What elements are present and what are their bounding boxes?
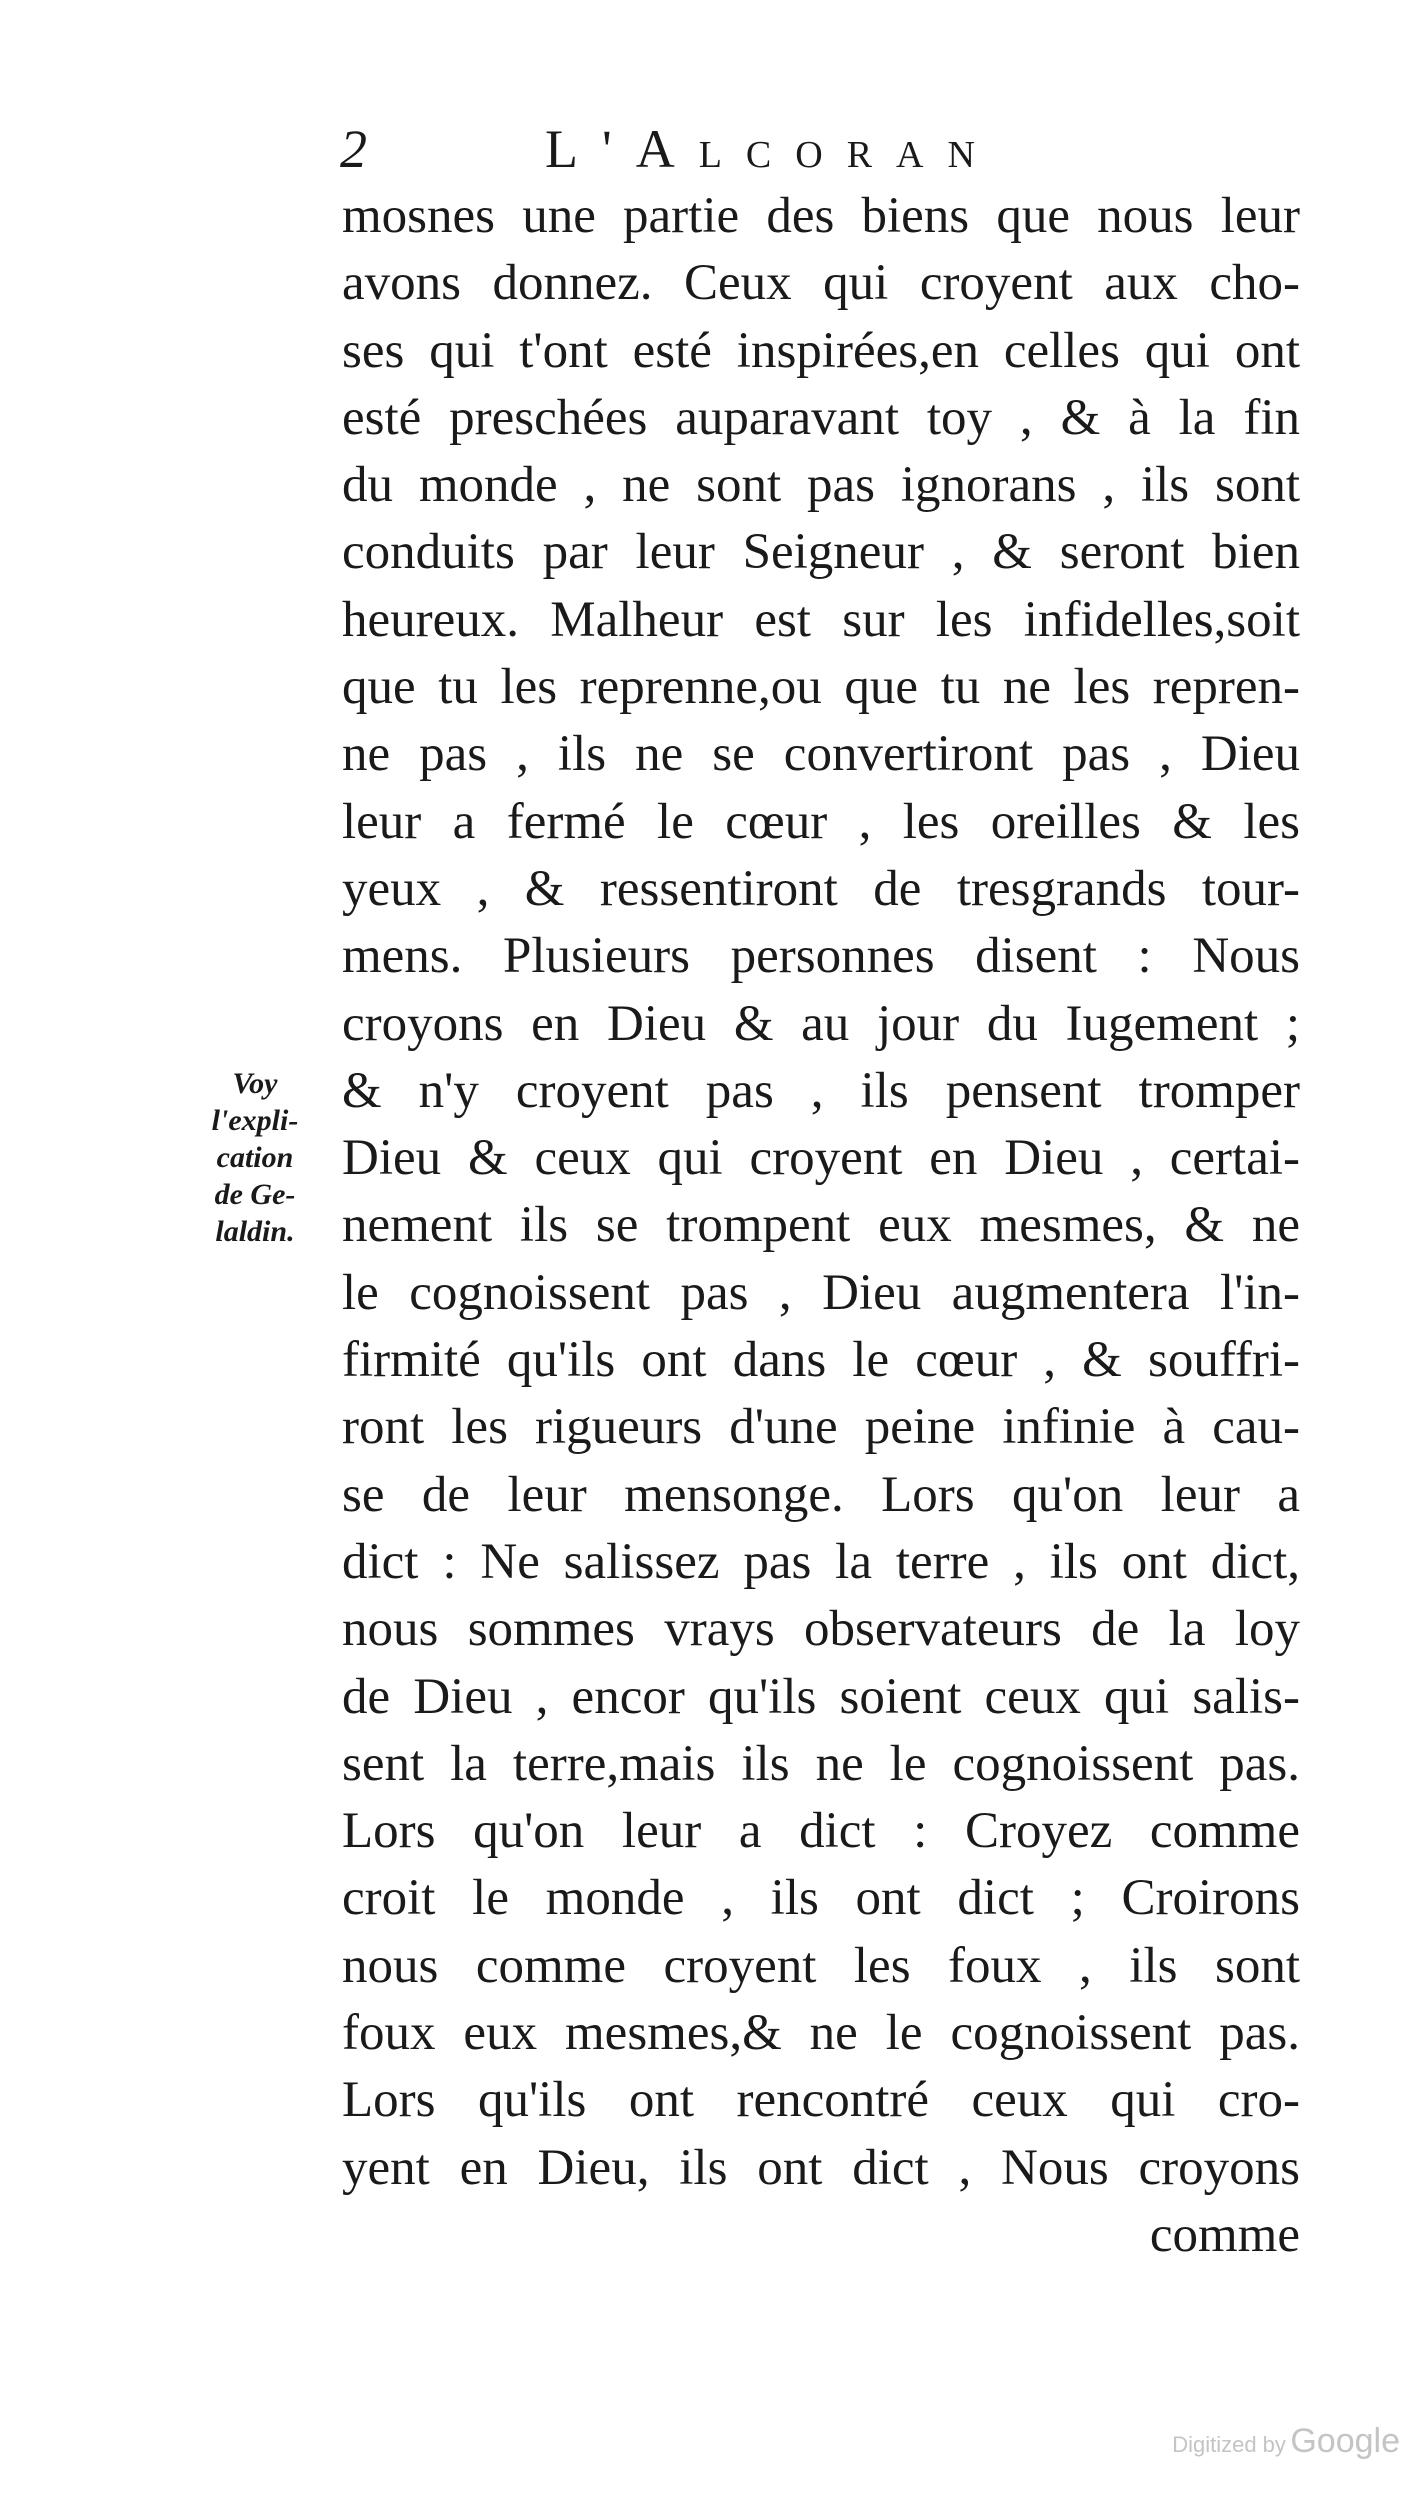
- text-line: croyons en Dieu & au jour du Iugement ;: [342, 995, 1300, 1052]
- margin-note: [180, 1065, 330, 1250]
- text-line: nement ils se trompent eux mesmes, & ne: [342, 1197, 1300, 1254]
- watermark-prefix: Digitized by: [1172, 2432, 1286, 2457]
- text-line: leur a fermé le cœur , les oreilles & les: [342, 793, 1300, 850]
- text-line: & n'y croyent pas , ils pensent tromper: [342, 1062, 1300, 1119]
- page-number: 2: [340, 119, 367, 179]
- text-line: nous comme croyent les foux , ils sont: [342, 1937, 1300, 1994]
- text-line: que tu les reprenne,ou que tu ne les repren-: [342, 659, 1300, 716]
- running-title: L'Alcoran: [545, 119, 999, 179]
- text-line: yeux , & ressentiront de tresgrands tour-: [342, 860, 1300, 917]
- body-text: [342, 183, 1300, 2269]
- text-line: Dieu & ceux qui croyent en Dieu , certai-: [342, 1130, 1300, 1187]
- text-line: sent la terre,mais ils ne le cognoissent pas.: [342, 1735, 1300, 1792]
- text-line: foux eux mesmes,& ne le cognoissent pas.: [342, 2005, 1300, 2062]
- text-line: ses qui t'ont esté inspirées,en celles qui ont: [342, 322, 1300, 379]
- text-line: nous sommes vrays observateurs de la loy: [342, 1601, 1300, 1658]
- text-line: mens. Plusieurs personnes disent : Nous: [342, 928, 1300, 985]
- text-line: yent en Dieu, ils ont dict , Nous croyons: [342, 2139, 1300, 2196]
- text-line: esté preschées auparavant toy , & à la fin: [342, 389, 1300, 446]
- text-line: du monde , ne sont pas ignorans , ils sont: [342, 457, 1300, 514]
- text-line: Lors qu'on leur a dict : Croyez comme: [342, 1803, 1300, 1860]
- text-line: ront les rigueurs d'une peine infinie à cau-: [342, 1399, 1300, 1456]
- text-line: dict : Ne salissez pas la terre , ils ont dict,: [342, 1533, 1300, 1590]
- text-line: heureux. Malheur est sur les infidelles,soit: [342, 591, 1300, 648]
- page-header: [340, 118, 1340, 188]
- margin-note-line: Voy: [232, 1067, 278, 1100]
- text-line: conduits par leur Seigneur , & seront bien: [342, 524, 1300, 581]
- text-line: mosnes une partie des biens que nous leur: [342, 188, 1300, 244]
- digitized-watermark: [1172, 2422, 1400, 2461]
- margin-note-line: de Ge-: [214, 1178, 296, 1211]
- text-line: croit le monde , ils ont dict ; Croirons: [342, 1870, 1300, 1927]
- text-line: avons donnez. Ceux qui croyent aux cho-: [342, 255, 1300, 312]
- text-line: firmité qu'ils ont dans le cœur , & souffri-: [342, 1332, 1300, 1389]
- catchword: comme: [1149, 2206, 1300, 2263]
- text-line: ne pas , ils ne se convertiront pas , Dieu: [342, 726, 1300, 783]
- text-line: se de leur mensonge. Lors qu'on leur a: [342, 1466, 1300, 1523]
- margin-note-line: l'expli-: [211, 1104, 299, 1137]
- text-line: le cognoissent pas , Dieu augmentera l'in-: [342, 1264, 1300, 1321]
- text-line: de Dieu , encor qu'ils soient ceux qui salis-: [342, 1668, 1300, 1725]
- watermark-brand: Google: [1290, 2422, 1400, 2460]
- margin-note-line: cation: [216, 1141, 294, 1174]
- margin-note-line: laldin.: [215, 1215, 295, 1248]
- text-line: Lors qu'ils ont rencontré ceux qui cro-: [342, 2072, 1300, 2129]
